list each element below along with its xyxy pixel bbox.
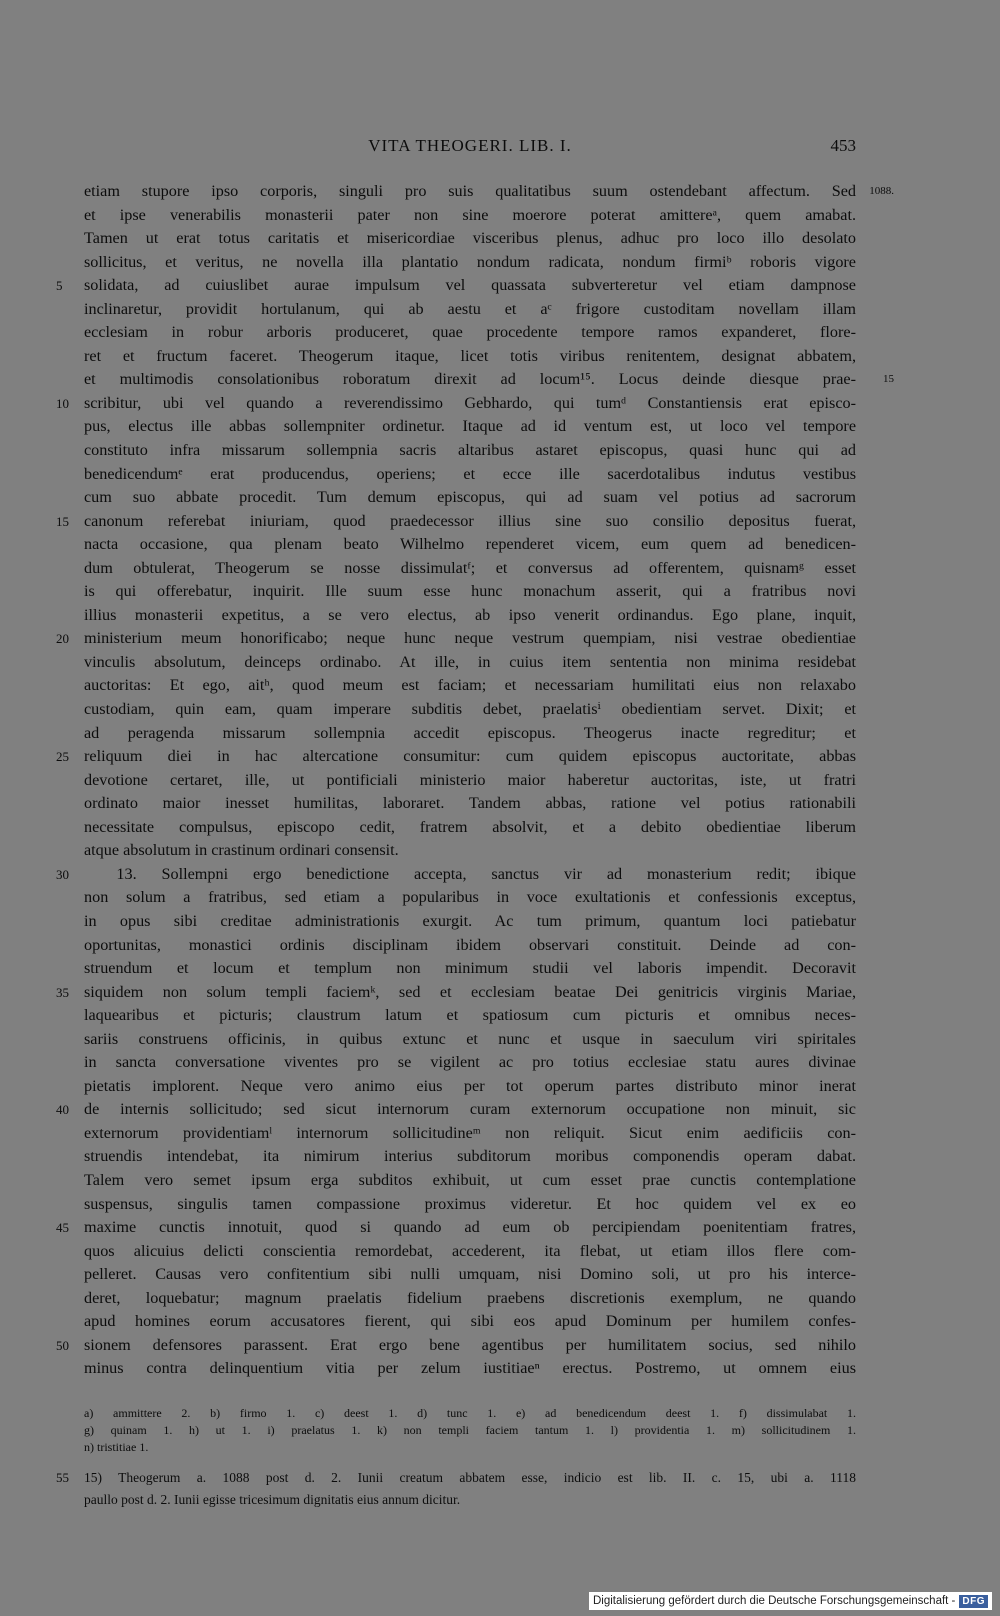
- main-text: [56, 180, 894, 1381]
- line-number: 50: [56, 1337, 69, 1353]
- line-text: solidata, ad cuiuslibet aurae impulsum vel quassata subverteretur vel etiam dampnose: [84, 276, 856, 295]
- line-text: quos alicuius delicti conscientia remordebat, accederent, ita flebat, ut etiam illos flere com-: [84, 1241, 856, 1260]
- text-line: [84, 1004, 856, 1028]
- note-line: a) ammittere 2. b) firmo 1. c) deest 1. d) tunc 1. e) ad benedicendum deest 1. f) dissimulabat 1.: [84, 1406, 856, 1420]
- variant-notes: [84, 1405, 856, 1456]
- footer-credit: Digitalisierung gefördert durch die Deutsche Forschungsgemeinschaft -: [592, 1595, 956, 1607]
- text-line: [56, 1334, 856, 1358]
- text-line: [84, 839, 856, 863]
- line-text: minus contra delinquentium vitia per zelum iustitiaeⁿ erectus. Postremo, ut omnem eius: [84, 1359, 856, 1378]
- line-text: pus, electus ille abbas sollempniter ordinetur. Itaque ad id ventum est, ut loco vel tempore: [84, 417, 856, 436]
- text-line: [56, 863, 856, 887]
- text-line: [84, 910, 856, 934]
- line-number: 40: [56, 1102, 69, 1118]
- line-text: laquearibus et picturis; claustrum latum et spatiosum cum picturis et omnibus neces-: [84, 1006, 856, 1025]
- text-line: [84, 1075, 856, 1099]
- commentary-line: [84, 1489, 856, 1511]
- line-text: pietatis implorent. Neque vero animo eius per tot operum partes distributo minor inerat: [84, 1076, 856, 1095]
- text-line: [84, 251, 856, 275]
- text-line: [84, 298, 856, 322]
- line-number: 25: [56, 749, 69, 765]
- text-line: [84, 886, 856, 910]
- text-line: [56, 1098, 856, 1122]
- text-line: [84, 1357, 856, 1381]
- note-line: g) quinam 1. h) ut 1. i) praelatus 1. k) non templi faciem tantum 1. l) providentia 1. m) sollicitudinem 1.: [84, 1423, 856, 1437]
- line-text: ordinato maior inesset humilitas, laboraret. Tandem abbas, ratione vel potius rationabili: [84, 794, 856, 813]
- line-text: scribitur, ubi vel quando a reverendissimo Gebhardo, qui tumᵈ Constantiensis erat episco-: [84, 393, 856, 412]
- text-line: [84, 533, 856, 557]
- line-number: 5: [56, 278, 63, 294]
- line-number: 10: [56, 395, 69, 411]
- text-line: [84, 769, 856, 793]
- line-text: etiam stupore ipso corporis, singuli pro suis qualitatibus suum ostendebant affectum. Sed: [84, 182, 856, 200]
- text-line: [84, 698, 856, 722]
- line-text: non solum a fratribus, sed etiam a popularibus in voce exultationis et confessionis exceptus,: [84, 888, 856, 907]
- line-text: necessitate compulsus, episcopo cedit, fratrem absolvit, et a debito obedientiae liberum: [84, 817, 856, 836]
- line-text: constituto infra missarum sollempnia sacris altaribus astaret episcopus, quasi hunc qui ad: [84, 441, 856, 460]
- line-text: is qui offerebatur, inquirit. Ille suum esse hunc monachum asserit, qui a fratribus novi: [84, 582, 856, 601]
- text-line: [84, 1193, 856, 1217]
- text-line: [84, 604, 856, 628]
- line-text: canonum referebat iniuriam, quod praedecessor illius sine suo consilio depositus fuerat,: [84, 511, 856, 530]
- note-line: n) tristitiae 1.: [84, 1440, 149, 1454]
- line-text: ecclesiam in robur arboris produceret, quae procedente tempore ramos expanderet, flore-: [84, 323, 856, 342]
- line-text: dum obtulerat, Theogerum se nosse dissimulatᶠ; et conversus ad offerentem, quisnamᵍ esset: [84, 558, 856, 577]
- text-line: [84, 321, 856, 345]
- text-line: [84, 1240, 856, 1264]
- dfg-footer: [589, 1592, 992, 1610]
- margin-note: 15: [883, 373, 894, 386]
- text-line: [56, 274, 856, 298]
- running-title: VITA THEOGERI. LIB. I.: [368, 136, 572, 155]
- text-line: [84, 486, 856, 510]
- text-line: [84, 227, 856, 251]
- line-text: ministerium meum honorificabo; neque hunc neque vestrum quempiam, nisi vestrae obedientiae: [84, 629, 856, 648]
- text-line: [84, 345, 856, 369]
- line-text: auctoritas: Et ego, aitʰ, quod meum est faciam; et necessariam humilitati eius non relaxabo: [84, 676, 856, 695]
- text-line: [84, 463, 856, 487]
- text-line: [84, 934, 856, 958]
- line-text: de internis sollicitudo; sed sicut internorum curam externorum occupatione non minuit, sic: [84, 1100, 856, 1119]
- line-number: 30: [56, 866, 69, 882]
- text-line: [84, 580, 856, 604]
- line-text: in opus sibi creditae administrationis exurgit. Ac tum primum, quantum loci patiebatur: [84, 911, 856, 930]
- page-header: [84, 136, 856, 158]
- commentary-line: [56, 1467, 856, 1489]
- text-line: [84, 1051, 856, 1075]
- line-text: Tamen ut erat totus caritatis et misericordiae visceribus plenus, adhuc pro loco illo desolato: [84, 229, 856, 248]
- commentary-notes: [56, 1467, 856, 1511]
- line-text: nacta occasione, qua plenam beato Wilhelmo rependeret vicem, eum quem ad benedicen-: [84, 535, 856, 554]
- line-text: pelleret. Causas vero confitentium sibi nulli umquam, nisi Domino soli, ut pro his interce-: [84, 1265, 856, 1284]
- line-text: maxime cunctis innotuit, quod si quando ad eum ob percipiendam poenitentiam fratres,: [84, 1218, 856, 1237]
- text-line: [84, 957, 856, 981]
- text-line: [84, 368, 894, 392]
- line-number: 20: [56, 631, 69, 647]
- line-text: struendis intendebat, ita nimirum interius subditorum moribus componendis operam dabat.: [84, 1147, 856, 1166]
- line-text: sollicitus, et veritus, ne novella illa plantatio nondum radicata, nondum firmiᵇ roboris vigore: [84, 252, 856, 271]
- commentary-text: paullo post d. 2. Iunii egisse tricesimum dignitatis eius annum dicitur.: [84, 1492, 461, 1507]
- line-text: suspensus, singulis tamen compassione proximus videretur. Et hoc quidem vel ex eo: [84, 1194, 856, 1213]
- line-text: benedicendumᵉ erat producendus, operiens; et ecce ille sacerdotalibus indutus vestibus: [84, 464, 856, 483]
- text-line: [84, 415, 856, 439]
- line-text: deret, loquebatur; magnum praelatis fidelium praebens discretionis exemplum, ne quando: [84, 1288, 856, 1307]
- line-text: sionem defensores parassent. Erat ergo bene agentibus per humilitatem socius, sed nihilo: [84, 1335, 856, 1354]
- line-text: vinculis absolutum, deinceps ordinabo. At ille, in cuius item sententia non minima residebat: [84, 652, 856, 671]
- text-line: [84, 1169, 856, 1193]
- text-line: [84, 180, 894, 204]
- text-line: [84, 204, 856, 228]
- line-text: devotione certaret, ille, ut pontificiali ministerio maior haberetur auctoritas, iste, ut fratri: [84, 770, 856, 789]
- text-line: [56, 1216, 856, 1240]
- line-text: reliquum diei in hac altercatione consumitur: cum quidem episcopus auctoritate, abbas: [84, 747, 856, 766]
- line-text: ad peragenda missarum sollempnia accedit episcopus. Theogerus inacte regreditur; et: [84, 723, 856, 742]
- line-text: in sancta conversatione viventes pro se vigilent ac pro totius ecclesiae statu aures divinae: [84, 1053, 856, 1072]
- text-line: [56, 745, 856, 769]
- line-text: Talem vero semet ipsum erga subditos exhibuit, ut cum esset prae cunctis contemplatione: [84, 1170, 856, 1189]
- text-line: [56, 627, 856, 651]
- line-text: apud homines eorum accusatores fierent, qui sibi eos apud Dominum per humilem confes-: [84, 1312, 856, 1331]
- text-line: [56, 510, 856, 534]
- line-text: et ipse venerabilis monasterii pater non sine moerore poterat amittereᵃ, quem amabat.: [84, 205, 856, 224]
- line-text: atque absolutum in crastinum ordinari consensit.: [84, 841, 399, 860]
- text-line: [84, 792, 856, 816]
- line-text: et multimodis consolationibus roboratum direxit ad locum¹⁵. Locus deinde diesque prae-: [84, 370, 856, 389]
- line-number: 55: [56, 1470, 69, 1485]
- margin-note: 1088.: [869, 185, 894, 197]
- text-line: [84, 1122, 856, 1146]
- line-text: oportunitas, monastici ordinis disciplinam ibidem observari constituit. Deinde ad con-: [84, 935, 856, 954]
- line-text: struendum et locum et templum non minimum studii vel laboris impendit. Decoravit: [84, 959, 856, 978]
- line-text: custodiam, quin eam, quam imperare subditis debet, praelatisⁱ obedientiam servet. Dixit; et: [84, 700, 856, 719]
- page-number: 453: [830, 136, 856, 155]
- dfg-logo-icon: DFG: [959, 1595, 988, 1608]
- text-line: [84, 651, 856, 675]
- text-line: [84, 816, 856, 840]
- line-text: cum suo abbate procedit. Tum demum episcopus, qui ad suam vel potius ad sacrorum: [84, 488, 856, 507]
- line-text: illius monasterii expetitus, a se vero electus, ab ipso venerit ordinandus. Ego plane, inquit,: [84, 605, 856, 624]
- text-line: [56, 392, 856, 416]
- line-text: siquidem non solum templi faciemᵏ, sed et ecclesiam beatae Dei genitricis virginis Mariae,: [84, 982, 856, 1001]
- line-text: ret et fructum faceret. Theogerum itaque, licet totis viribus renitentem, designat abbatem,: [84, 346, 856, 365]
- text-line: [84, 1287, 856, 1311]
- line-number: 45: [56, 1220, 69, 1236]
- text-line: [84, 674, 856, 698]
- text-line: [84, 1310, 856, 1334]
- line-number: 15: [56, 513, 69, 529]
- text-line: [84, 439, 856, 463]
- line-number: 35: [56, 984, 69, 1000]
- text-line: [84, 1145, 856, 1169]
- text-line: [84, 1028, 856, 1052]
- text-line: [84, 722, 856, 746]
- text-line: [56, 981, 856, 1005]
- line-text: inclinaretur, providit hortulanum, qui ab aestu et aᶜ frigore custoditam novellam illam: [84, 299, 856, 318]
- line-text: 13. Sollempni ergo benedictione accepta, sanctus vir ad monasterium redit; ibique: [84, 864, 856, 883]
- text-line: [84, 557, 856, 581]
- commentary-text: 15) Theogerum a. 1088 post d. 2. Iunii creatum abbatem esse, indicio est lib. II. c. 15, ubi a. 1118: [84, 1470, 856, 1485]
- line-text: externorum providentiamˡ internorum sollicitudineᵐ non reliquit. Sicut enim aedificiis con-: [84, 1123, 856, 1142]
- text-line: [84, 1263, 856, 1287]
- line-text: sariis construens officinis, in quibus extunc et nunc et usque in saeculum viri spiritales: [84, 1029, 856, 1048]
